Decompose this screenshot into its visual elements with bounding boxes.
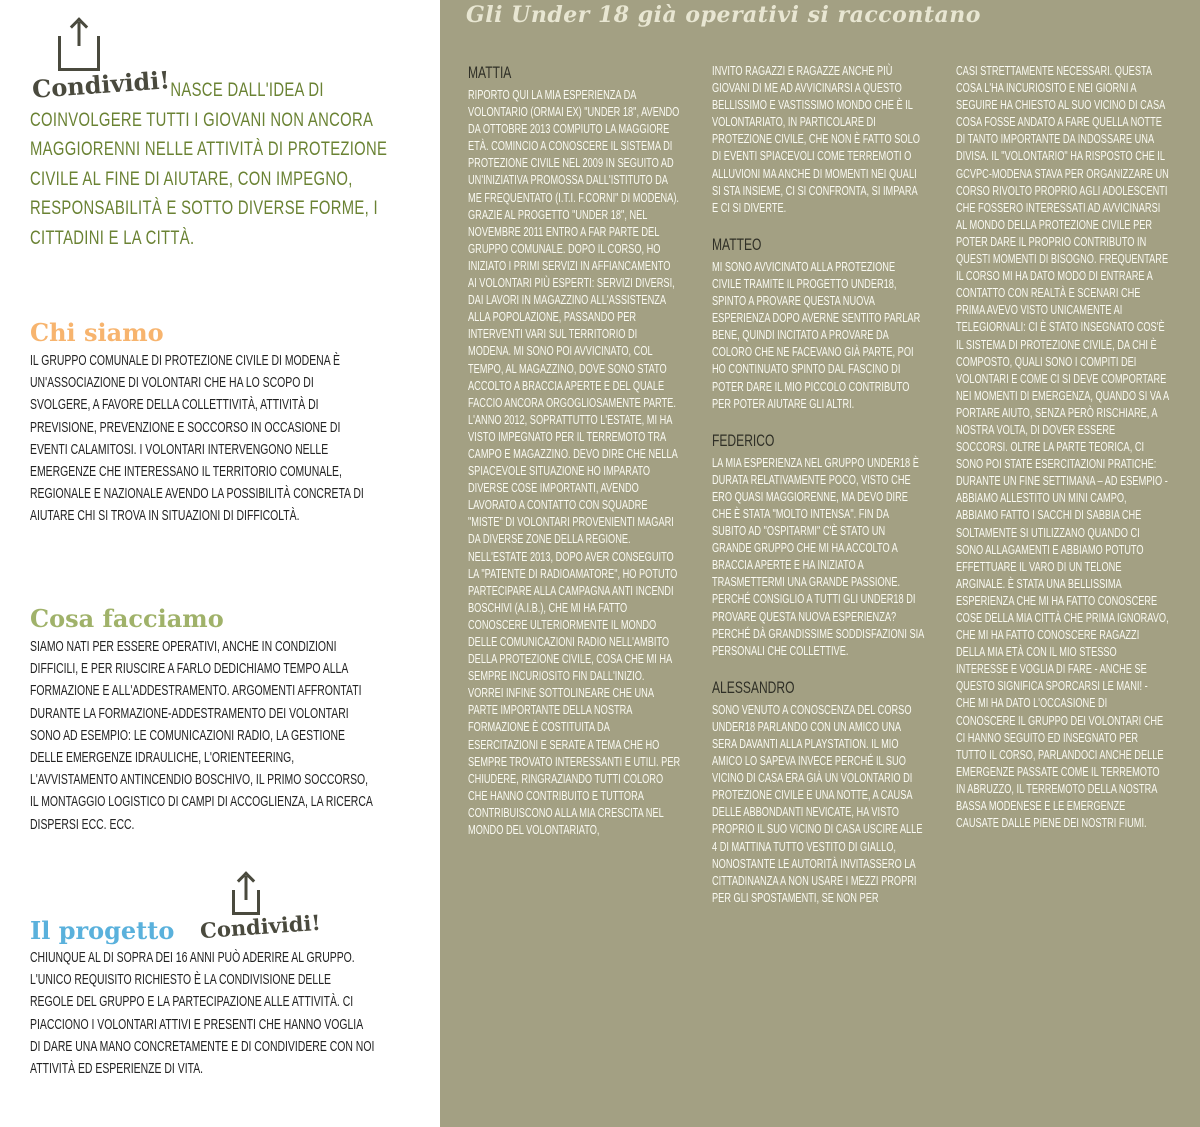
cosa-facciamo-body: SIAMO NATI PER ESSERE OPERATIVI, ANCHE IN CONDIZIONI DIFFICILI, E PER RIUSCIRE A FARLO DEDICHIAMO TEMPO ALLA FORMAZIONE E ALL'ADDESTRAMENTO. ARGOMENTI AFFRONTATI DURANTE LA FORMAZIONE-ADDESTRAMENTO DEI VOLONTARI SONO AD ESEMPIO: LE COMUNICAZIONI RADIO, LA GESTIONE DELLE EMERGENZE IDRAULICHE, L'ORIENTEERING, L'AVVISTAMENTO ANTINCENDIO BOSCHIVO, IL PRIMO SOCCORSO, IL MONTAGGIO LOGISTICO DI CAMPI DI ACCOGLIENZA, LA RICERCA DISPERSI ECC. ECC.: [30, 639, 373, 833]
testimonial-column-3: [956, 62, 1169, 831]
cosa-facciamo-title: Cosa facciamo: [30, 604, 224, 633]
progetto-body: CHIUNQUE AL DI SOPRA DEI 16 ANNI PUÒ ADERIRE AL GRUPPO. L'UNICO REQUISITO RICHIESTO È LA CONDIVISIONE DELLE REGOLE DEL GRUPPO E LA PARTECIPAZIONE ALLE ATTIVITÀ. CI PIACCIONO I VOLONTARI ATTIVI E PRESENTI CHE HANNO VOGLIA DI DARE UNA MANO CONCRETAMENTE E DI CONDIVIDERE CON NOI ATTIVITÀ ED ESPERIENZE DI VITA.: [30, 950, 375, 1078]
share-icon: [232, 890, 260, 915]
progetto-logo: Condividi!: [199, 909, 322, 944]
testimonial-column-1: [468, 62, 681, 838]
testimonial-text: SONO VENUTO A CONOSCENZA DEL CORSO UNDER18 PARLANDO CON UN AMICO UNA SERA DAVANTI ALLA PLAYSTATION. IL MIO AMICO LO SAPEVA INVECE PERCHÉ IL SUO VICINO DI CASA ERA GIÀ UN VOLONTARIO DI PROTEZIONE CIVILE E UNA NOTTE, A CAUSA DELLE ABBONDANTI NEVICATE, HA VISTO PROPRIO IL SUO VICINO DI CASA USCIRE ALLE 4 DI MATTINA TUTTO VESTITO DI GIALLO, NONOSTANTE LE AUTORITÀ INVITASSERO LA CITTADINANZA A NON USARE I MEZZI PROPRI PER GLI SPOSTAMENTI, SE NON PER: [712, 701, 923, 905]
author-name: FEDERICO: [712, 430, 775, 450]
intro-text: NASCE DALL'IDEA DI COINVOLGERE TUTTI I GIOVANI NON ANCORA MAGGIORENNI NELLE ATTIVITÀ DI PROTEZIONE CIVILE AL FINE DI AIUTARE, CON IMPEGNO, RESPONSABILITÀ E SOTTO DIVERSE FORME, I CITTADINI E LA CITTÀ.: [30, 80, 388, 249]
testimonial-text: LA MIA ESPERIENZA NEL GRUPPO UNDER18 È DURATA RELATIVAMENTE POCO, VISTO CHE ERO QUASI MAGGIORENNE, MA DEVO DIRE CHE È STATA "MOLTO INTENSA". FIN DA SUBITO AD "OSPITARMI" C'È STATO UN GRANDE GRUPPO CHE MI HA ACCOLTO A BRACCIA APERTE E HA INIZIATO A TRASMETTERMI UNA GRANDE PASSIONE. PERCHÉ CONSIGLIO A TUTTI GLI UNDER18 DI PROVARE QUESTA NUOVA ESPERIENZA? PERCHÉ DÀ GRANDISSIME SODDISFAZIONI SIA PERSONALI CHE COLLETTIVE.: [712, 454, 924, 658]
brand-logo: Condividi!: [31, 65, 171, 104]
share-icon: [58, 36, 100, 71]
testimonials-title: Gli Under 18 già operativi si raccontano: [466, 2, 981, 28]
testimonial-text: MI SONO AVVICINATO ALLA PROTEZIONE CIVILE TRAMITE IL PROGETTO UNDER18, SPINTO A PROVARE QUESTA NUOVA ESPERIENZA DOPO AVERNE SENTITO PARLAR BENE, QUINDI INCITATO A PROVARE DA COLORO CHE NE FACEVANO GIÀ PARTE, POI HO CONTINUATO SPINTO DAL FASCINO DI POTER DARE IL MIO PICCOLO CONTRIBUTO PER POTER AIUTARE GLI ALTRI.: [712, 258, 921, 411]
chi-siamo-body: IL GRUPPO COMUNALE DI PROTEZIONE CIVILE DI MODENA È UN'ASSOCIAZIONE DI VOLONTARI CHE HA LO SCOPO DI SVOLGERE, A FAVORE DELLA COLLETTIVITÀ, ATTIVITÀ DI PREVISIONE, PREVENZIONE E SOCCORSO IN OCCASIONE DI EVENTI CALAMITOSI. I VOLONTARI INTERVENGONO NELLE EMERGENZE CHE INTERESSANO IL TERRITORIO COMUNALE, REGIONALE E NAZIONALE AVENDO LA POSSIBILITÀ CONCRETA DI AIUTARE CHI SI TROVA IN SITUAZIONI DI DIFFICOLTÀ.: [30, 353, 364, 525]
author-name: ALESSANDRO: [712, 677, 795, 697]
author-name: MATTEO: [712, 234, 762, 254]
testimonial-text: INVITO RAGAZZI E RAGAZZE ANCHE PIÙ GIOVANI DI ME AD AVVICINARSI A QUESTO BELLISSIMO E VASTISSIMO MONDO CHE È IL VOLONTARIATO, IN PARTICOLARE DI PROTEZIONE CIVILE, CHE NON È FATTO SOLO DI EVENTI SPIACEVOLI COME TERREMOTI O ALLUVIONI MA ANCHE DI MOMENTI NEI QUALI SI STA INSIEME, CI SI CONFRONTA, SI IMPARA E CI SI DIVERTE.: [712, 63, 920, 215]
chi-siamo-title: Chi siamo: [30, 318, 164, 347]
progetto-title: Il progetto: [30, 916, 175, 945]
author-name: MATTIA: [468, 63, 512, 82]
left-panel: [0, 0, 440, 1127]
testimonial-text: CASI STRETTAMENTE NECESSARI. QUESTA COSA L'HA INCURIOSITO E NEI GIORNI A SEGUIRE HA CHIESTO AL SUO VICINO DI CASA COSA FOSSE ANDATO A FARE QUELLA NOTTE DI TANTO IMPORTANTE DA INDOSSARE UNA DIVISA. IL "VOLONTARIO" HA RISPOSTO CHE IL GCVPC-MODENA STAVA PER ORGANIZZARE UN CORSO RIVOLTO PROPRIO AGLI ADOLESCENTI CHE FOSSERO INTERESSATI AD AVVICINARSI AL MONDO DELLA PROTEZIONE CIVILE PER POTER DARE IL PROPRIO CONTRIBUTO IN QUESTI MOMENTI DI BISOGNO. FREQUENTARE IL CORSO MI HA DATO MODO DI ENTRARE A CONTATTO CON REALTÀ E SCENARI CHE PRIMA AVEVO VISTO UNICAMENTE AI TELEGIORNALI: CI È STATO INSEGNATO COS'È IL SISTEMA DI PROTEZIONE CIVILE, DA CHI È COMPOSTO, QUALI SONO I COMPITI DEI VOLONTARI E COME CI SI DEVE COMPORTARE NEI MOMENTI DI EMERGENZA, QUANDO SI VA A PORTARE AIUTO, SENZA PERÒ RISCHIARE, A NOSTRA VOLTA, DI DOVER ESSERE SOCCORSI. OLTRE LA PARTE TEORICA, CI SONO POI STATE ESERCITAZIONI PRATICHE: DURANTE UN FINE SETTIMANA – AD ESEMPIO - ABBIAMO ALLESTITO UN MINI CAMPO, ABBIAMO FATTO I SACCHI DI SABBIA CHE SOLTAMENTE SI UTILIZZANO QUANDO CI SONO ALLAGAMENTI E ABBIAMO POTUTO EFFETTUARE IL VARO DI UN TELONE ARGINALE. È STATA UNA BELLISSIMA ESPERIENZA CHE MI HA FATTO CONOSCERE COSE DELLA MIA CITTÀ CHE PRIMA IGNORAVO, CHE MI HA FATTO CONOSCERE RAGAZZI DELLA MIA ETÀ CON IL MIO STESSO INTERESSE E VOGLIA DI FARE - ANCHE SE QUESTO SIGNIFICA SPORCARSI LE MANI! - CHE MI HA DATO L'OCCASIONE DI CONOSCERE IL GRUPPO DEI VOLONTARI CHE CI HANNO SEGUITO ED INSEGNATO PER TUTTO IL CORSO, PARLANDOCI ANCHE DELLE EMERGENZE PASSATE COME IL TERREMOTO IN ABRUZZO, IL TERREMOTO DELLA NOSTRA BASSA MODENESE E LE EMERGENZE CAUSATE DALLE PIENE DEI NOSTRI FIUMI.: [956, 63, 1169, 831]
testimonial-column-2: [712, 62, 925, 924]
testimonial-text: RIPORTO QUI LA MIA ESPERIENZA DA VOLONTARIO (ORMAI EX) "UNDER 18", AVENDO DA OTTOBRE 2013 COMPIUTO LA MAGGIORE ETÀ. COMINCIO A CONOSCERE IL SISTEMA DI PROTEZIONE CIVILE NEL 2009 IN SEGUITO AD UN'INIZIATIVA PROMOSSA DALL'ISTITUTO DA ME FREQUENTATO (I.T.I. F.CORNI" DI MODENA). GRAZIE AL PROGETTO "UNDER 18", NEL NOVEMBRE 2011 ENTRO A FAR PARTE DEL GRUPPO COMUNALE. DOPO IL CORSO, HO INIZIATO I PRIMI SERVIZI IN AFFIANCAMENTO AI VOLONTARI PIÙ ESPERTI: SERVIZI DIVERSI, DAI LAVORI IN MAGAZZINO ALL'ASSISTENZA ALLA POPOLAZIONE, PASSANDO PER INTERVENTI VARI SUL TERRITORIO DI MODENA. MI SONO POI AVVICINATO, COL TEMPO, AL MAGAZZINO, DOVE SONO STATO ACCOLTO A BRACCIA APERTE E DEL QUALE FACCIO ANCORA ORGOGLIOSAMENTE PARTE. L'ANNO 2012, SOPRATTUTTO L'ESTATE, MI HA VISTO IMPEGNATO PER IL TERREMOTO TRA CAMPO E MAGAZZINO. DEVO DIRE CHE NELLA SPIACEVOLE SITUAZIONE HO IMPARATO DIVERSE COSE IMPORTANTI, AVENDO LAVORATO A CONTATTO CON SQUADRE "MISTE" DI VOLONTARI PROVENIENTI MAGARI DA DIVERSE ZONE DELLA REGIONE. NELL'ESTATE 2013, DOPO AVER CONSEGUITO LA "PATENTE DI RADIOAMATORE", HO POTUTO PARTECIPARE ALLA CAMPAGNA ANTI INCENDI BOSCHIVI (A.I.B.), CHE MI HA FATTO CONOSCERE ULTERIORMENTE IL MONDO DELLE COMUNICAZIONI RADIO NELL'AMBITO DELLA PROTEZIONE CIVILE, COSA CHE MI HA SEMPRE INCURIOSITO FIN DALL'INIZIO. VORREI INFINE SOTTOLINEARE CHE UNA PARTE IMPORTANTE DELLA NOSTRA FORMAZIONE È COSTITUITA DA ESERCITAZIONI E SERATE A TEMA CHE HO SEMPRE TROVATO INTERESSANTI E UTILI. PER CHIUDERE, RINGRAZIANDO TUTTI COLORO CHE HANNO CONTRIBUITO E TUTTORA CONTRIBUISCONO ALLA MIA CRESCITA NEL MONDO DEL VOLONTARIATO,: [468, 87, 681, 838]
